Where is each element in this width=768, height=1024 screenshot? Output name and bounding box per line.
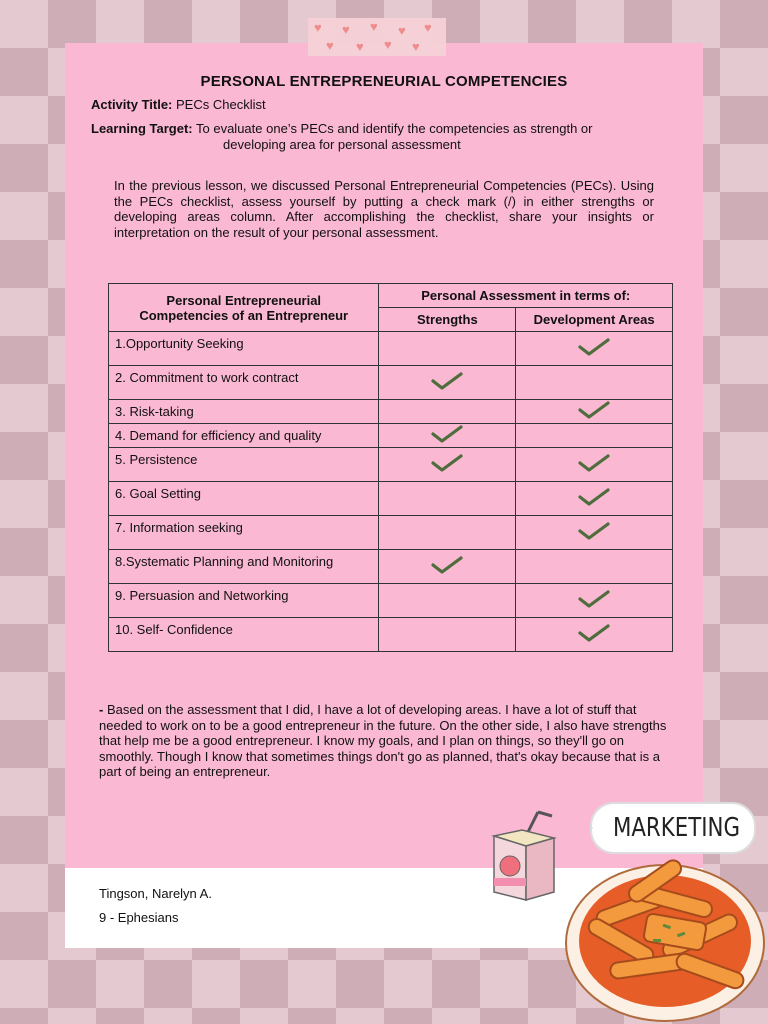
washi-tape — [308, 18, 446, 56]
check-mark-icon — [577, 461, 611, 476]
development-cell — [516, 400, 673, 424]
student-name: Tingson, Narelyn A. — [99, 886, 212, 901]
development-cell — [516, 366, 673, 400]
development-cell — [516, 550, 673, 584]
heart-icon: ♥ — [384, 37, 392, 52]
competency-label: 6. Goal Setting — [109, 482, 379, 516]
strength-cell — [379, 550, 516, 584]
reflection-text: Based on the assessment that I did, I have a lot of developing areas. I have a lot of stuff that needed to work on to be a good entrepreneur in the future. On the other side, I also have strengths that help me be a good entrepreneur. I know my goals, and I plan on things, so they'll go on smoothly. Though I know that sometimes things don't go as planned, that's okay because that is a part of being an entrepreneur. — [99, 702, 667, 779]
development-cell — [516, 618, 673, 652]
check-mark-icon — [577, 631, 611, 646]
page-title: PERSONAL ENTREPRENEURIAL COMPETENCIES — [200, 73, 568, 90]
check-mark-icon — [577, 495, 611, 510]
competency-label: 1.Opportunity Seeking — [109, 332, 379, 366]
competency-column-header: Personal Entrepreneurial Competencies of an Entrepreneur — [109, 284, 379, 332]
competency-label: 4. Demand for efficiency and quality — [109, 424, 379, 448]
activity-title-line — [91, 97, 266, 112]
heart-icon: ♥ — [370, 19, 378, 34]
reflection-paragraph — [99, 702, 671, 780]
marketing-sticker — [590, 802, 756, 854]
check-mark-icon — [430, 461, 464, 476]
development-cell — [516, 448, 673, 482]
competency-label: 5. Persistence — [109, 448, 379, 482]
student-section: 9 - Ephesians — [99, 910, 179, 925]
instructions-paragraph: In the previous lesson, we discussed Personal Entrepreneurial Competencies (PECs). Using the PECs checklist, assess yourself by putting a check mark (/) in either strengths or developing areas column. After accomplishing the checklist, share your insights or interpretation on the result of your personal assessment. — [114, 178, 654, 240]
check-mark-icon — [430, 563, 464, 578]
check-mark-icon — [577, 345, 611, 360]
strength-cell — [379, 400, 516, 424]
competency-label: 9. Persuasion and Networking — [109, 584, 379, 618]
camera-icon — [592, 816, 593, 840]
assessment-group-header: Personal Assessment in terms of: — [379, 284, 673, 308]
table-row — [109, 584, 673, 618]
strength-cell — [379, 366, 516, 400]
strength-cell — [379, 424, 516, 448]
table-row — [109, 550, 673, 584]
tteokbokki-illustration — [565, 853, 768, 1024]
table-row — [109, 332, 673, 366]
development-column-header: Development Areas — [516, 308, 673, 332]
strengths-column-header: Strengths — [379, 308, 516, 332]
table-row — [109, 482, 673, 516]
heart-icon: ♥ — [314, 20, 322, 35]
learning-target-label: Learning Target: — [91, 121, 193, 136]
strength-cell — [379, 618, 516, 652]
competency-label: 3. Risk-taking — [109, 400, 379, 424]
strength-cell — [379, 332, 516, 366]
heart-icon: ♥ — [356, 39, 364, 54]
learning-target-text: To evaluate one’s PECs and identify the competencies as strength or — [196, 121, 593, 136]
check-mark-icon — [577, 408, 611, 423]
strength-cell — [379, 448, 516, 482]
strength-cell — [379, 482, 516, 516]
table-row — [109, 448, 673, 482]
table-row — [109, 516, 673, 550]
development-cell — [516, 482, 673, 516]
development-cell — [516, 332, 673, 366]
table-row — [109, 366, 673, 400]
development-cell — [516, 584, 673, 618]
reflection-dash: - — [99, 702, 104, 717]
competency-label: 7. Information seeking — [109, 516, 379, 550]
activity-title-label: Activity Title: — [91, 97, 173, 112]
strength-cell — [379, 584, 516, 618]
heart-icon: ♥ — [326, 38, 334, 53]
heart-icon: ♥ — [342, 22, 350, 37]
competency-label: 8.Systematic Planning and Monitoring — [109, 550, 379, 584]
competency-label: 10. Self- Confidence — [109, 618, 379, 652]
strength-cell — [379, 516, 516, 550]
check-mark-icon — [430, 379, 464, 394]
development-cell — [516, 516, 673, 550]
heart-icon: ♥ — [412, 39, 420, 54]
heart-icon: ♥ — [398, 23, 406, 38]
check-mark-icon — [577, 529, 611, 544]
learning-target-text-continued: developing area for personal assessment — [223, 137, 461, 152]
check-mark-icon — [430, 432, 464, 447]
check-mark-icon — [577, 597, 611, 612]
table-row — [109, 424, 673, 448]
development-cell — [516, 424, 673, 448]
marketing-sticker-text: MARKETING — [613, 813, 741, 843]
heart-icon: ♥ — [424, 20, 432, 35]
table-row — [109, 618, 673, 652]
table-row — [109, 400, 673, 424]
juice-box-illustration — [486, 808, 562, 908]
activity-title-value: PECs Checklist — [176, 97, 266, 112]
competency-label: 2. Commitment to work contract — [109, 366, 379, 400]
learning-target-line — [91, 121, 593, 136]
pecs-checklist-table — [108, 283, 673, 652]
